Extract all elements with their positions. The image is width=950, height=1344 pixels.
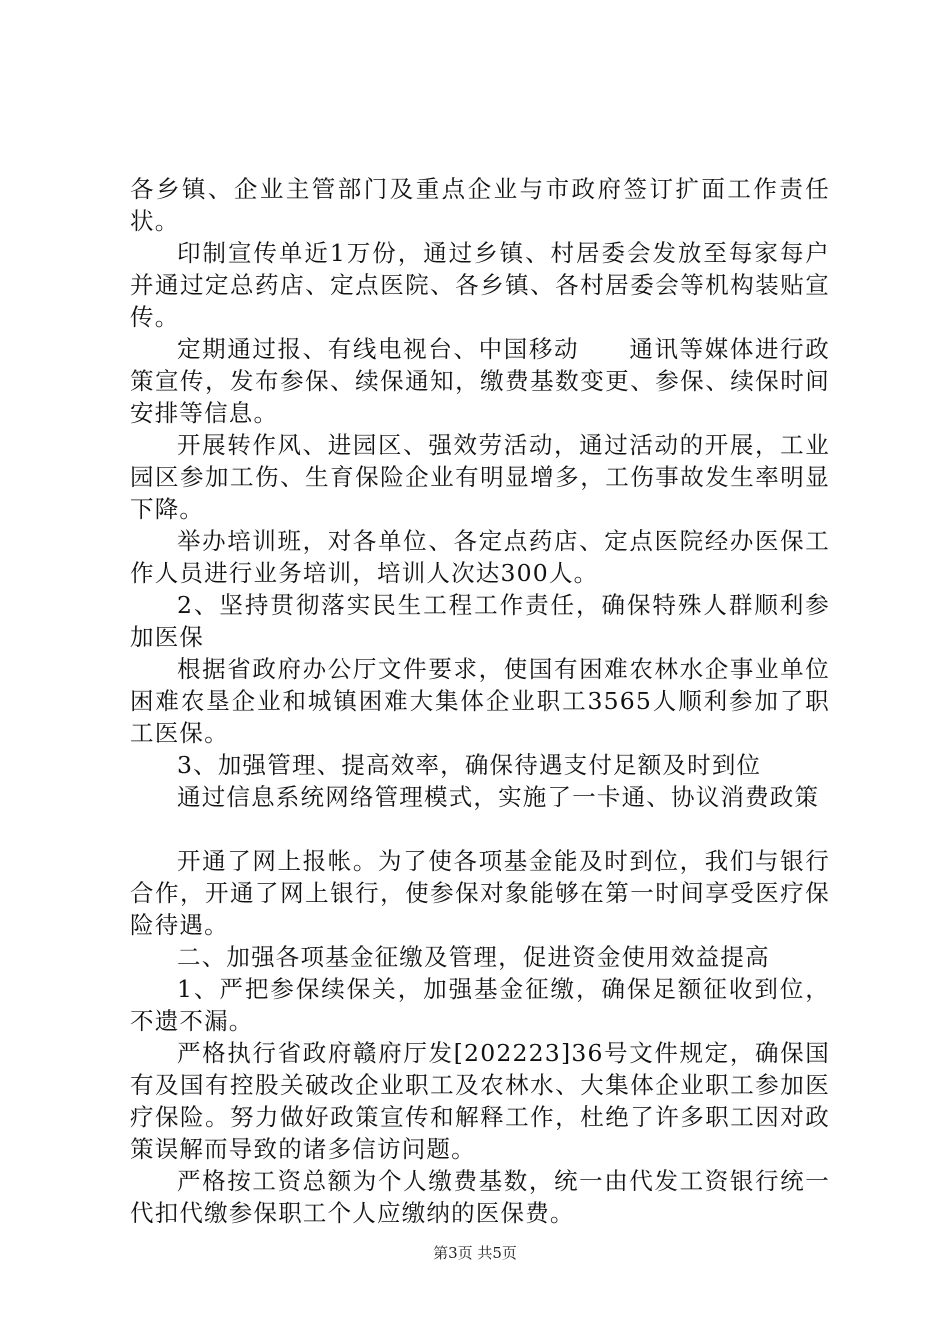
paragraph-8: 3、加强管理、提高效率，确保待遇支付足额及时到位 <box>177 751 762 779</box>
paragraph-2: 印制宣传单近1万份，通过乡镇、村居委会发放至每家每户并通过定总药店、定点医院、各乡镇、各村居委会等机构装贴宣传。 <box>130 239 830 331</box>
paragraph-13: 严格执行省政府赣府厅发[202223]36号文件规定，确保国有及国有控股关破改企业职工及农林水、大集体企业职工参加医疗保险。努力做好政策宣传和解释工作，杜绝了许多职工因对政策误解而导致的诸多信访问题。 <box>130 1039 830 1163</box>
paragraph-7: 根据省政府办公厅文件要求，使国有困难农林水企事业单位困难农垦企业和城镇困难大集体企业职工3565人顺利参加了职工医保。 <box>130 655 830 747</box>
page-number-footer: 第3页 共5页 <box>433 1244 517 1262</box>
paragraph-5: 举办培训班，对各单位、各定点药店、定点医院经办医保工作人员进行业务培训，培训人次达300人。 <box>130 527 830 587</box>
paragraph-gap <box>130 813 830 845</box>
document-body <box>130 173 830 1229</box>
paragraph-9: 通过信息系统网络管理模式，实施了一卡通、协议消费政策 <box>177 783 820 811</box>
paragraph-3: 定期通过报、有线电视台、中国移动 通讯等媒体进行政策宣传，发布参保、续保通知，缴费基数变更、参保、续保时间安排等信息。 <box>130 335 830 427</box>
paragraph-11: 二、加强各项基金征缴及管理，促进资金使用效益提高 <box>177 943 770 971</box>
paragraph-14: 严格按工资总额为个人缴费基数，统一由代发工资银行统一代扣代缴参保职工个人应缴纳的医保费。 <box>130 1167 830 1227</box>
paragraph-6: 2、坚持贯彻落实民生工程工作责任，确保特殊人群顺利参加医保 <box>130 591 830 651</box>
paragraph-4: 开展转作风、进园区、强效劳活动，通过活动的开展，工业园区参加工伤、生育保险企业有明显增多，工伤事故发生率明显下降。 <box>130 431 830 523</box>
paragraph-10: 开通了网上报帐。为了使各项基金能及时到位，我们与银行合作，开通了网上银行，使参保对象能够在第一时间享受医疗保险待遇。 <box>130 847 830 939</box>
paragraph-12: 1、严把参保续保关，加强基金征缴，确保足额征收到位，不遗不漏。 <box>130 975 830 1035</box>
paragraph-1: 各乡镇、企业主管部门及重点企业与市政府签订扩面工作责任状。 <box>130 175 830 235</box>
